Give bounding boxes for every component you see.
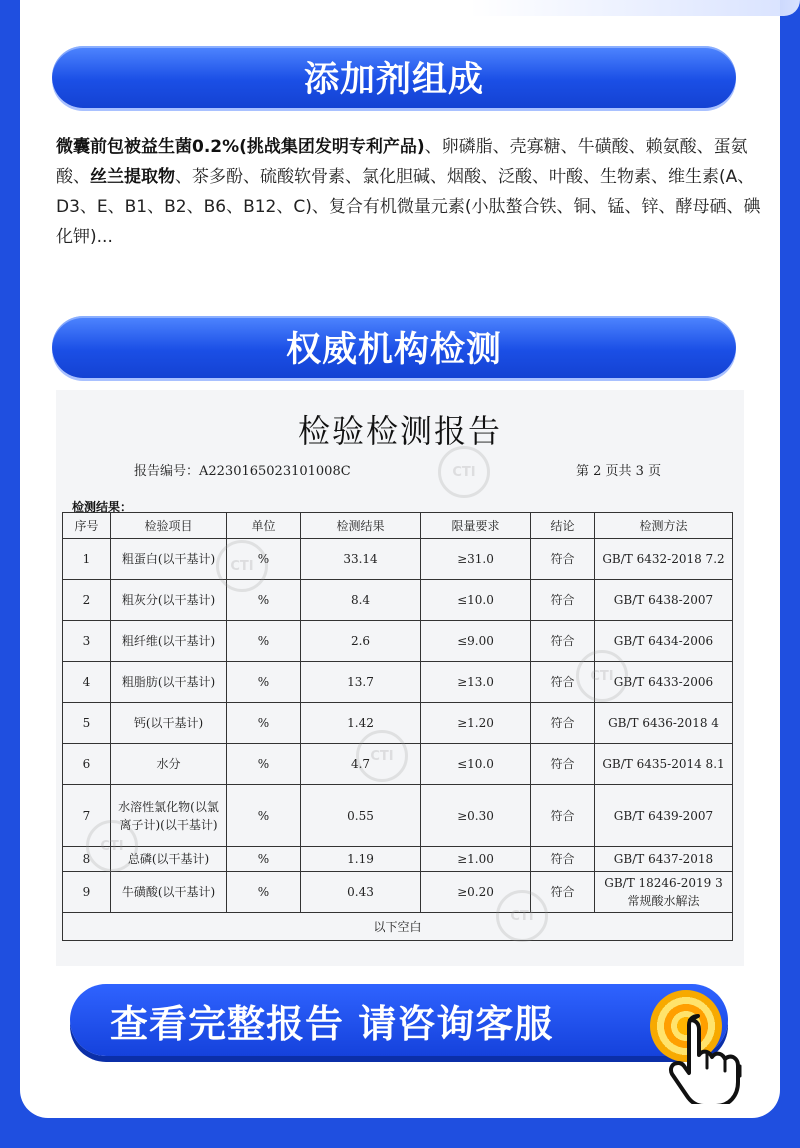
cell-conclusion: 符合 <box>531 662 595 703</box>
cell-method: GB/T 6438-2007 <box>595 580 733 621</box>
cell-unit: % <box>227 703 301 744</box>
cell-no: 2 <box>63 580 111 621</box>
cell-result: 1.42 <box>301 703 421 744</box>
section-title-additives: 添加剂组成 <box>52 46 736 108</box>
cell-conclusion: 符合 <box>531 621 595 662</box>
cell-conclusion: 符合 <box>531 785 595 847</box>
cell-no: 9 <box>63 872 111 913</box>
cell-method: GB/T 6432-2018 7.2 <box>595 539 733 580</box>
results-table <box>62 512 733 941</box>
cell-item: 粗脂肪(以干基计) <box>111 662 227 703</box>
cell-item: 钙(以干基计) <box>111 703 227 744</box>
report-page-indicator: 第 2 页共 3 页 <box>576 464 662 479</box>
cti-watermark: CTI <box>496 890 548 942</box>
cti-watermark: CTI <box>438 446 490 498</box>
consult-service-button[interactable] <box>70 984 728 1056</box>
cti-watermark: CTI <box>576 650 628 702</box>
table-row <box>63 580 733 621</box>
table-row <box>63 847 733 872</box>
table-footer-row <box>63 913 733 941</box>
table-row <box>63 872 733 913</box>
cell-limit: ≥0.30 <box>421 785 531 847</box>
cell-limit: ≤10.0 <box>421 744 531 785</box>
table-row <box>63 703 733 744</box>
header-cell: 检验项目 <box>111 513 227 539</box>
header-cell: 检测方法 <box>595 513 733 539</box>
ingredients-highlight-1: 微囊前包被益生菌0.2%(挑战集团发明专利产品) <box>56 137 425 157</box>
header-cell: 单位 <box>227 513 301 539</box>
results-label: 检测结果： <box>72 500 133 514</box>
cell-no: 1 <box>63 539 111 580</box>
cell-method: GB/T 6439-2007 <box>595 785 733 847</box>
pointer-hand-icon <box>668 1012 758 1104</box>
ingredients-highlight-2: 丝兰提取物 <box>90 167 175 187</box>
cell-result: 2.6 <box>301 621 421 662</box>
header-cell: 检测结果 <box>301 513 421 539</box>
cell-item: 总磷(以干基计) <box>111 847 227 872</box>
cell-unit: % <box>227 662 301 703</box>
cell-result: 1.19 <box>301 847 421 872</box>
cell-result: 0.55 <box>301 785 421 847</box>
consult-service-label: 查看完整报告 请咨询客服 <box>110 1001 554 1046</box>
cell-item: 粗纤维(以干基计) <box>111 621 227 662</box>
cell-unit: % <box>227 539 301 580</box>
cti-watermark: CTI <box>86 820 138 872</box>
table-row <box>63 539 733 580</box>
cti-watermark: CTI <box>356 730 408 782</box>
cell-item: 水溶性氯化物(以氯离子计)(以干基计) <box>111 785 227 847</box>
cti-watermark: CTI <box>216 540 268 592</box>
cell-no: 6 <box>63 744 111 785</box>
cell-result: 4.7 <box>301 744 421 785</box>
cell-conclusion: 符合 <box>531 539 595 580</box>
ingredients-paragraph <box>56 132 766 252</box>
cell-no: 4 <box>63 662 111 703</box>
cell-unit: % <box>227 621 301 662</box>
test-report-image <box>56 390 744 966</box>
cell-limit: ≥13.0 <box>421 662 531 703</box>
ingredients-text-2: 、茶多酚、硫酸软骨素、氯化胆碱、烟酸、泛酸、叶酸、生物素、维生素(A、D3、E、B1、B2、B6、B12、C)、复合有机微量元素(小肽螯合铁、铜、锰、锌、酵母硒、碘化钾)... <box>56 167 761 247</box>
cell-conclusion: 符合 <box>531 703 595 744</box>
table-header-row <box>63 513 733 539</box>
table-row <box>63 662 733 703</box>
cell-item: 粗蛋白(以干基计) <box>111 539 227 580</box>
cell-unit: % <box>227 580 301 621</box>
cell-method: GB/T 6436-2018 4 <box>595 703 733 744</box>
table-row <box>63 621 733 662</box>
cell-item: 粗灰分(以干基计) <box>111 580 227 621</box>
report-title: 检验检测报告 <box>297 412 502 450</box>
cell-no: 3 <box>63 621 111 662</box>
cell-unit: % <box>227 872 301 913</box>
cell-limit: ≥31.0 <box>421 539 531 580</box>
cell-conclusion: 符合 <box>531 872 595 913</box>
report-number: 报告编号：A2230165023101008C <box>134 464 351 479</box>
ingredients-text-1: 、卵磷脂、壳寡糖、牛磺酸、赖氨酸、蛋氨酸、 <box>56 137 748 187</box>
blank-below-note: 以下空白 <box>63 913 733 941</box>
cell-item: 水分 <box>111 744 227 785</box>
cell-limit: ≥0.20 <box>421 872 531 913</box>
cell-result: 0.43 <box>301 872 421 913</box>
cell-conclusion: 符合 <box>531 580 595 621</box>
cell-unit: % <box>227 847 301 872</box>
cell-result: 33.14 <box>301 539 421 580</box>
header-cell: 结论 <box>531 513 595 539</box>
cell-conclusion: 符合 <box>531 744 595 785</box>
section-title-testing: 权威机构检测 <box>52 316 736 378</box>
cell-unit: % <box>227 744 301 785</box>
cell-method: GB/T 6433-2006 <box>595 662 733 703</box>
cell-item: 牛磺酸(以干基计) <box>111 872 227 913</box>
cell-unit: % <box>227 785 301 847</box>
header-cell: 序号 <box>63 513 111 539</box>
cell-result: 13.7 <box>301 662 421 703</box>
cell-method: GB/T 6435-2014 8.1 <box>595 744 733 785</box>
table-row <box>63 785 733 847</box>
cell-method: GB/T 6437-2018 <box>595 847 733 872</box>
cell-limit: ≥1.00 <box>421 847 531 872</box>
cell-limit: ≤10.0 <box>421 580 531 621</box>
cell-method: GB/T 6434-2006 <box>595 621 733 662</box>
cell-no: 5 <box>63 703 111 744</box>
table-row <box>63 744 733 785</box>
cell-conclusion: 符合 <box>531 847 595 872</box>
top-decoration <box>470 0 800 16</box>
cell-no: 7 <box>63 785 111 847</box>
cell-method: GB/T 18246-2019 3 常规酸水解法 <box>595 872 733 913</box>
header-cell: 限量要求 <box>421 513 531 539</box>
cell-result: 8.4 <box>301 580 421 621</box>
cell-limit: ≤9.00 <box>421 621 531 662</box>
cell-limit: ≥1.20 <box>421 703 531 744</box>
cell-no: 8 <box>63 847 111 872</box>
